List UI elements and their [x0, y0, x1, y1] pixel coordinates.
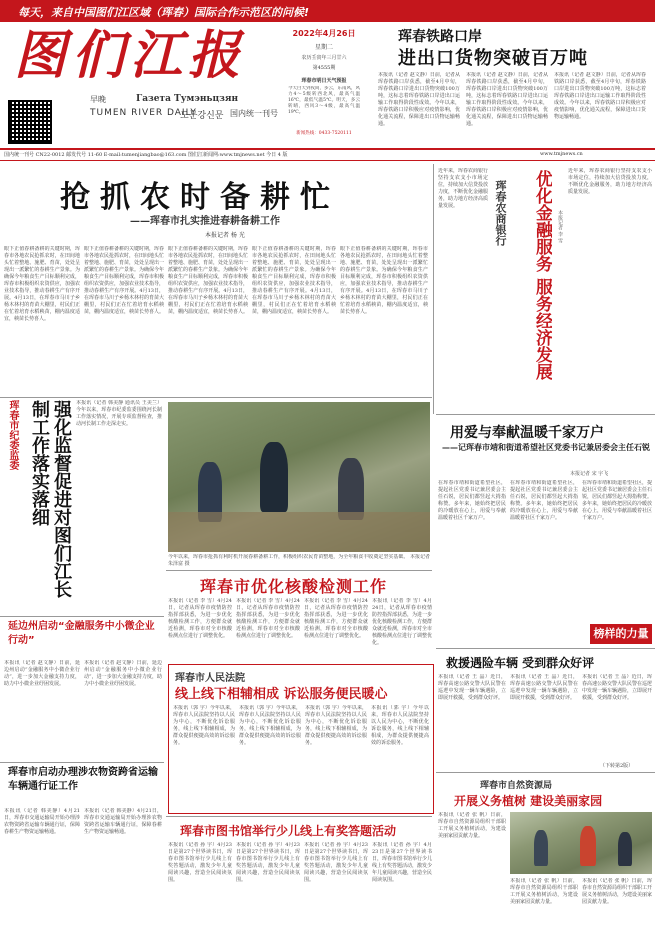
photo-person-3: [338, 458, 364, 520]
left-mid-body-2: 本报讯（记者 赵文静）日前，延边州启动“金融服务中小微企业行动”，进一步加大金融支持力度，助力中小微企业纾困发展。: [84, 660, 162, 687]
dateline: [288, 28, 360, 148]
left-bottom-story: [0, 764, 164, 804]
mid-right-body-1: 在珲春市靖和街道希望社区，提起社区党委书记兼居委会主任石锐，居民们都竖起大拇指称赞。多年来，她始终把居民的冷暖放在心上，用爱与奉献温暖着社区千家万户。: [438, 480, 506, 521]
rescue-headline: 救援遇险车辆 受到群众好评: [446, 656, 595, 670]
masthead-logo-text: 图们江报: [14, 25, 247, 86]
mid-right-subhead: ——记珲春市靖和街道希望社区党委书记兼居委会主任石锐: [442, 443, 650, 452]
volunteer-body-2: 本报讯（记者 张 帆）日前，珲春市自然资源局组织干部职工开展义务植树活动，为建设美丽家园贡献力量。: [510, 878, 578, 905]
tree-photo-person-3: [618, 832, 632, 866]
top-banner: [0, 0, 655, 22]
info-bar-text: 国内统一刊号 CN22-0012 邮发代号 11-60 E-mail:tumenjiangbao@163.com 图们江新闻网:www.tmjnews.net 今日 4 版: [4, 152, 288, 158]
mid-right-rule: [436, 414, 655, 415]
tree-photo-person-2: [580, 826, 596, 866]
petition-body-4: 本报讯（郭 宇）今年以来，珲春市人民法院坚持以人民为中心，不断优化诉讼服务，线上线下相辅相成，为群众提供便捷高效的诉讼服务。: [371, 705, 429, 746]
photo-ground: [168, 512, 430, 552]
info-bar: [0, 150, 655, 160]
main-body-col-1: 眼下正值春耕备耕的关键时期，珲春市各地农民抢抓农时，在田间地头忙着整地、施肥、育苗，处处呈现出一派繁忙的春耕生产景象。为确保今年粮食生产目标顺利完成，珲春市积极组织农资供应，加强农业技术指导，推动春耕生产有序开展。4月13日，在珲春市马川子乡杨木林村的育苗大棚里，村民们正在忙着培育水稻秧苗，棚内温度适宜，秧苗长势喜人。: [4, 246, 80, 322]
masthead-subtitle-cn2: 国内统一刊号: [230, 109, 278, 118]
nucleic-body-2: 本报讯（记者 李 雪）4月24日，记者从珲春市疫情防控指挥部获悉，为进一步优化核酸检测工作，方便群众就近检测，珲春市对全市核酸检测点位进行了调整优化。: [236, 598, 300, 639]
volunteer-headline-2: 开展义务植树 建设美丽家园: [454, 794, 603, 808]
petition-headline-1: 珲春市人民法院: [175, 673, 245, 684]
main-body-col-5: 眼下正值春耕备耕的关键时期，珲春市各地农民抢抓农时，在田间地头忙着整地、施肥、育苗，处处呈现出一派繁忙的春耕生产景象。为确保今年粮食生产目标顺利完成，珲春市积极组织农资供应，加强农业技术指导，推动春耕生产有序开展。4月13日，在珲春市马川子乡杨木林村的育苗大棚里，村民们正在忙着培育水稻秧苗，棚内温度适宜，秧苗长势喜人。: [340, 246, 428, 315]
mid-right-byline: 本报记者 宋 宇飞: [570, 471, 609, 477]
finance-body-right: 近年来，珲春农商银行坚持支农支小市场定位，持续加大信贷投放力度，不断优化金融服务，助力地方经济高质量发展。: [568, 168, 652, 195]
supervision-col-label: 珲春市纪委监委: [7, 400, 18, 470]
finance-title: 优化金融服务 服务经济发展: [532, 170, 552, 380]
nucleic-body-3: 本报讯（记者 李 雪）4月24日，记者从珲春市疫情防控指挥部获悉，为进一步优化核酸检测工作，方便群众就近检测，珲春市对全市核酸检测点位进行了调整优化。: [304, 598, 368, 639]
finance-body-left: 近年来，珲春农商银行坚持支农支小市场定位，持续加大信贷投放力度，不断优化金融服务，助力地方经济高质量发展。: [438, 168, 488, 209]
library-rule: [166, 816, 432, 817]
photo-caption: 今年以来，珲春市抢抓有利时机开展春耕备耕工作，积极组织农民育苗整地，为全年粮食丰收奠定坚实基础。 本报记者 朱泽富 摄: [168, 554, 430, 567]
top-right-story: [368, 26, 650, 146]
left-bottom-rule: [0, 762, 164, 763]
main-story: [0, 164, 430, 254]
rescue-rule: [436, 648, 655, 649]
mid-right-headline: 用爱与奉献温暖千家万户: [450, 425, 604, 441]
left-mid-body-1: 本报讯（记者 赵文静）日前，延边州启动“金融服务中小微企业行动”，进一步加大金融支持力度，助力中小微企业纾困发展。: [4, 660, 80, 687]
nucleic-rule: [166, 570, 432, 571]
library-body-3: 本报讯（记者 孙 宇）4月23日是第27个世界读书日，珲春市图书馆举行少儿线上有奖答题活动，激发少年儿童阅读兴趣，营造全民阅读氛围。: [304, 842, 368, 883]
left-mid-story: [0, 618, 164, 658]
volunteer-headline-1: 珲春市自然资源局: [480, 781, 553, 791]
volunteer-rule: [436, 772, 655, 773]
top-banner-text: 每天，来自中国图们江区域（珲春）国际合作示范区的问候!: [18, 6, 310, 19]
date-text: 2022年4月26日: [292, 29, 356, 38]
main-headline: 抢抓农时备耕忙: [60, 180, 340, 215]
left-bottom-headline: 珲春市启动办理涉农物资跨省运输车辆通行证工作: [8, 767, 158, 792]
hotline-text: 新闻热线：0433-7520111: [296, 131, 352, 136]
main-byline: 本报记者 杨 光: [205, 232, 245, 239]
volunteer-body-3: 本报讯（记者 张 帆）日前，珲春市自然资源局组织干部职工开展义务植树活动，为建设美丽家园贡献力量。: [582, 878, 652, 905]
masthead-languages: [60, 92, 290, 132]
weather-title: 珲春市明日天气预报: [301, 78, 347, 84]
model-badge-text: 榜样的力量: [593, 627, 649, 640]
library-headline: 珲春市图书馆举行少儿线上有奖答题活动: [180, 824, 397, 838]
info-bar-bottom-rule: [0, 160, 655, 161]
main-body-col-2: 眼下正值春耕备耕的关键时期，珲春市各地农民抢抓农时，在田间地头忙着整地、施肥、育苗，处处呈现出一派繁忙的春耕生产景象。为确保今年粮食生产目标顺利完成，珲春市积极组织农资供应，加强农业技术指导，推动春耕生产有序开展。4月13日，在珲春市马川子乡杨木林村的育苗大棚里，村民们正在忙着培育水稻秧苗，棚内温度适宜，秧苗长势喜人。: [84, 246, 164, 315]
tree-photo-person-1: [534, 830, 548, 866]
finance-col-label: 珲春农商银行: [494, 180, 507, 246]
main-subhead: ——珲春市扎实推进春耕备耕工作: [130, 216, 280, 227]
top-right-body-1: 本报讯（记者 赵文静）日前，记者从珲春铁路口岸获悉，截至4月中旬，珲春铁路口岸进出口货物突破100万吨，这标志着珲春铁路口岸进出口运输工作取得阶段性成效。今年以来，珲春铁路口岸积极应对疫情影响，优化通关流程，保障进出口货物运输畅通。: [378, 72, 460, 127]
rescue-body-3: 本报讯（记者 王 晶）近日，珲春高速公路交警大队民警在巡逻中发现一辆车辆遇险，立即展开救援，受到群众好评。: [582, 674, 652, 701]
finance-byline: 本报记者 李 雪: [557, 210, 563, 244]
petition-box: [168, 664, 434, 814]
next-page-label: （下转第2版）: [600, 763, 634, 769]
volunteer-body-1: 本报讯（记者 张 帆）日前，珲春市自然资源局组织干部职工开展义务植树活动，为建设美丽家园贡献力量。: [438, 812, 506, 839]
nucleic-body-4: 本报讯（记者 李 雪）4月24日，记者从珲春市疫情防控指挥部获悉，为进一步优化核酸检测工作，方便群众就近检测，珲春市对全市核酸检测点位进行了调整优化。: [372, 598, 432, 646]
top-right-headline-2: 进出口货物突破百万吨: [398, 48, 588, 69]
rescue-body-1: 本报讯（记者 王 晶）近日，珲春高速公路交警大队民警在巡逻中发现一辆车辆遇险，立即展开救援，受到群众好评。: [438, 674, 506, 701]
masthead-logo: [10, 22, 280, 92]
petition-body-2: 本报讯（郭 宇）今年以来，珲春市人民法院坚持以人民为中心，不断优化诉讼服务，线上线下相辅相成，为群众提供便捷高效的诉讼服务。: [239, 705, 301, 746]
library-body-4: 本报讯（记者 孙 宇）4月23日是第27个世界读书日，珲春市图书馆举行少儿线上有奖答题活动，激发少年儿童阅读兴趣，营造全民阅读氛围。: [372, 842, 432, 883]
petition-body-3: 本报讯（郭 宇）今年以来，珲春市人民法院坚持以人民为中心，不断优化诉讼服务，线上线下相辅相成，为群众提供便捷高效的诉讼服务。: [305, 705, 367, 746]
petition-body-1: 本报讯（郭 宇）今年以来，珲春市人民法院坚持以人民为中心，不断优化诉讼服务，线上线下相辅相成，为群众提供便捷高效的诉讼服务。: [173, 705, 235, 746]
right-column-divider: [433, 164, 434, 414]
weather-text: 今天白天到夜间，多云，东南风，风力4～5级转西北风，最高气温16℃，最低气温5℃。明天，多云转晴，西风3～4级，最高气温19℃。: [288, 86, 360, 115]
left-mid-headline: 延边州启动“金融服务中小微企业行动”: [8, 621, 155, 646]
mid-right-body-2: 在珲春市靖和街道希望社区，提起社区党委书记兼居委会主任石锐，居民们都竖起大拇指称赞。多年来，她始终把居民的冷暖放在心上，用爱与奉献温暖着社区千家万户。: [510, 480, 578, 521]
masthead-english: TUMEN RIVER DAILY: [90, 108, 197, 118]
top-right-headline-1: 珲春铁路口岸: [398, 29, 482, 45]
top-right-body-2: 本报讯（记者 赵文静）日前，记者从珲春铁路口岸获悉，截至4月中旬，珲春铁路口岸进出口货物突破100万吨，这标志着珲春铁路口岸进出口运输工作取得阶段性成效。今年以来，珲春铁路口岸积极应对疫情影响，优化通关流程，保障进出口货物运输畅通。: [466, 72, 548, 127]
left-mid-rule: [0, 616, 164, 617]
photo-person-2: [260, 442, 288, 512]
lunar-text: 农历壬寅年三月廿六: [301, 55, 347, 61]
issue-text: 第4555期: [312, 65, 336, 71]
supervision-title: 强化监督促进对图们江长制工作落实落细: [29, 400, 72, 598]
left-section-rule: [0, 397, 432, 398]
main-body-col-3: 眼下正值春耕备耕的关键时期，珲春市各地农民抢抓农时，在田间地头忙着整地、施肥、育苗，处处呈现出一派繁忙的春耕生产景象。为确保今年粮食生产目标顺利完成，珲春市积极组织农资供应，加强农业技术指导，推动春耕生产有序开展。4月13日，在珲春市马川子乡杨木林村的育苗大棚里，村民们正在忙着培育水稻秧苗，棚内温度适宜，秧苗长势喜人。: [168, 246, 248, 315]
tree-photo: [510, 812, 652, 874]
main-body-col-4: 眼下正值春耕备耕的关键时期，珲春市各地农民抢抓农时，在田间地头忙着整地、施肥、育苗，处处呈现出一派繁忙的春耕生产景象。为确保今年粮食生产目标顺利完成，珲春市积极组织农资供应，加强农业技术指导，推动春耕生产有序开展。4月13日，在珲春市马川子乡杨木林村的育苗大棚里，村民们正在忙着培育水稻秧苗，棚内温度适宜，秧苗长势喜人。: [252, 246, 336, 315]
masthead-subtitle-cn: 早晚: [90, 95, 106, 104]
supervision-body: 本报讯（记者 韩美静 通讯员 王美兰）今年以来，珲春市纪委监委围绕河长制工作落实情况，开展专项监督检查，推动河长制工作走深走实。: [76, 400, 162, 427]
left-bottom-body-2: 本报讯（记者 韩美静）4月21日，珲春市交通运输局开始办理涉农物资跨省运输车辆通行证，保障春耕生产物资运输畅通。: [84, 808, 162, 835]
library-body-2: 本报讯（记者 孙 宇）4月23日是第27个世界读书日，珲春市图书馆举行少儿线上有奖答题活动，激发少年儿童阅读兴趣，营造全民阅读氛围。: [236, 842, 300, 883]
rescue-body-2: 本报讯（记者 王 晶）近日，珲春高速公路交警大队民警在巡逻中发现一辆车辆遇险，立即展开救援，受到群众好评。: [510, 674, 578, 701]
model-badge: [590, 624, 652, 644]
nucleic-body-1: 本报讯（记者 李 雪）4月24日，记者从珲春市疫情防控指挥部获悉，为进一步优化核酸检测工作，方便群众就近检测，珲春市对全市核酸检测点位进行了调整优化。: [168, 598, 232, 639]
weekday-text: 星期二: [314, 44, 333, 51]
petition-headline-2: 线上线下相辅相成 诉讼服务便民暖心: [175, 687, 388, 702]
masthead-korean: 도문강신문: [180, 111, 224, 121]
library-body-1: 本报讯（记者 孙 宇）4月23日是第27个世界读书日，珲春市图书馆举行少儿线上有奖答题活动，激发少年儿童阅读兴趣，营造全民阅读氛围。: [168, 842, 232, 883]
info-bar-right: www.tmjnews.cn: [540, 151, 583, 157]
masthead-russian: Газета Тумэньцзян: [136, 94, 239, 104]
qr-code-left: [8, 100, 52, 144]
top-right-body-3: 本报讯（记者 赵文静）日前，记者从珲春铁路口岸获悉，截至4月中旬，珲春铁路口岸进出口货物突破100万吨，这标志着珲春铁路口岸进出口运输工作取得阶段性成效。今年以来，珲春铁路口岸积极应对疫情影响，优化通关流程，保障进出口货物运输畅通。: [554, 72, 646, 120]
left-bottom-body-1: 本报讯（记者 韩美静）4月21日，珲春市交通运输局开始办理涉农物资跨省运输车辆通行证，保障春耕生产物资运输畅通。: [4, 808, 80, 835]
nucleic-headline: 珲春市优化核酸检测工作: [200, 577, 388, 596]
field-photo: [168, 402, 430, 552]
mid-right-body-3: 在珲春市靖和街道希望社区，提起社区党委书记兼居委会主任石锐，居民们都竖起大拇指称赞。多年来，她始终把居民的冷暖放在心上，用爱与奉献温暖着社区千家万户。: [582, 480, 652, 521]
mid-right-story: [436, 416, 655, 472]
